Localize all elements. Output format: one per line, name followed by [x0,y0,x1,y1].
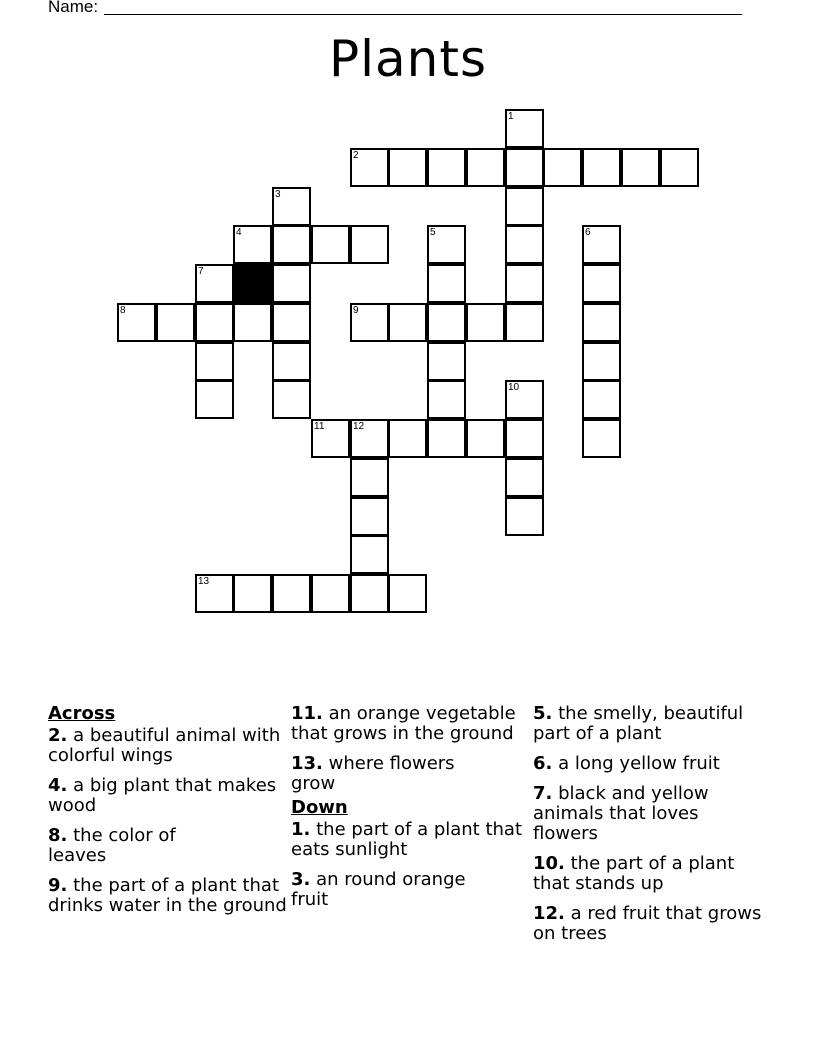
clue-down-1 [291,820,531,860]
grid-cell[interactable] [505,148,544,187]
grid-cell[interactable] [582,225,621,264]
clue-across-9 [48,876,288,916]
grid-cell[interactable] [427,148,466,187]
grid-cell[interactable] [272,225,311,264]
clue-text: the color of leaves [48,825,176,866]
grid-cell[interactable] [582,264,621,303]
cell-number: 9 [353,305,359,316]
grid-cell[interactable] [505,497,544,536]
clue-number: 5. [533,703,553,724]
grid-cell[interactable] [582,303,621,342]
cell-number: 4 [236,227,242,238]
clue-text: black and yellow animals that loves flowers [533,783,709,844]
clue-number: 3. [291,869,311,890]
grid-cell[interactable] [505,109,544,148]
clue-number: 2. [48,725,68,746]
clue-down-7 [533,784,733,844]
grid-cell[interactable] [272,380,311,419]
grid-cell[interactable] [195,342,234,381]
grid-cell[interactable] [505,187,544,226]
clue-number: 9. [48,875,68,896]
grid-cell[interactable] [388,303,427,342]
black-cell [233,264,272,303]
grid-cell[interactable] [505,458,544,497]
grid-cell[interactable] [466,148,505,187]
grid-cell[interactable] [427,342,466,381]
grid-cell[interactable] [543,148,582,187]
grid-cell[interactable] [350,148,389,187]
grid-cell[interactable] [505,264,544,303]
clue-across-8 [48,826,208,866]
grid-cell[interactable] [195,574,234,613]
clue-number: 8. [48,825,68,846]
cell-number: 12 [353,421,365,432]
clue-number: 10. [533,853,565,874]
clue-text: a big plant that makes wood [48,775,277,816]
grid-cell[interactable] [505,303,544,342]
grid-cell[interactable] [117,303,156,342]
name-label: Name: [48,0,99,16]
cell-number: 5 [430,227,436,238]
clue-number: 11. [291,703,323,724]
cell-number: 1 [508,111,514,122]
grid-cell[interactable] [156,303,195,342]
clue-text: an orange vegetable that grows in the ground [291,703,516,744]
grid-cell[interactable] [350,303,389,342]
clue-column-3 [533,700,773,944]
grid-cell[interactable] [272,574,311,613]
down-heading: Down [291,797,348,818]
grid-cell[interactable] [311,225,350,264]
grid-cell[interactable] [505,225,544,264]
grid-cell[interactable] [505,380,544,419]
grid-cell[interactable] [388,148,427,187]
clue-down-5 [533,704,773,744]
clue-number: 12. [533,903,565,924]
clue-text: the part of a plant that eats sunlight [291,819,523,860]
grid-cell[interactable] [350,574,389,613]
grid-cell[interactable] [350,419,389,458]
grid-cell[interactable] [233,225,272,264]
grid-cell[interactable] [388,574,427,613]
cell-number: 3 [275,189,281,200]
clue-text: a beautiful animal with colorful wings [48,725,281,766]
grid-cell[interactable] [195,380,234,419]
clue-text: the part of a plant that stands up [533,853,735,894]
grid-cell[interactable] [233,574,272,613]
clue-text: the part of a plant that drinks water in the ground [48,875,287,916]
grid-cell[interactable] [272,187,311,226]
grid-cell[interactable] [582,148,621,187]
grid-cell[interactable] [427,303,466,342]
clue-number: 13. [291,753,323,774]
grid-cell[interactable] [427,225,466,264]
grid-cell[interactable] [272,303,311,342]
clue-across-11 [291,704,531,744]
grid-cell[interactable] [272,264,311,303]
grid-cell[interactable] [311,574,350,613]
cell-number: 8 [120,305,126,316]
clue-down-6 [533,754,773,774]
cell-number: 11 [314,421,325,432]
clue-across-4 [48,776,288,816]
grid-cell[interactable] [233,303,272,342]
grid-cell[interactable] [505,419,544,458]
clue-text: where flowers grow [291,753,455,794]
grid-cell[interactable] [582,380,621,419]
cell-number: 6 [585,227,591,238]
clue-across-2 [48,726,288,766]
clue-text: an round orange fruit [291,869,466,910]
grid-cell[interactable] [582,419,621,458]
clue-number: 6. [533,753,553,774]
clue-column-1 [48,700,288,916]
clue-down-10 [533,854,773,894]
clue-column-2 [291,700,531,910]
grid-cell[interactable] [350,535,389,574]
clue-text: the smelly, beautiful part of a plant [533,703,744,744]
clue-down-12 [533,904,773,944]
page-title: Plants [328,30,488,88]
grid-cell[interactable] [660,148,699,187]
clue-number: 7. [533,783,553,804]
clue-number: 4. [48,775,68,796]
cell-number: 7 [198,266,204,277]
across-heading: Across [48,703,116,724]
grid-cell[interactable] [582,342,621,381]
grid-cell[interactable] [272,342,311,381]
clue-text: a red fruit that grows on trees [533,903,762,944]
grid-cell[interactable] [427,264,466,303]
grid-cell[interactable] [350,225,389,264]
grid-cell[interactable] [427,419,466,458]
grid-cell[interactable] [388,419,427,458]
grid-cell[interactable] [466,419,505,458]
grid-cell[interactable] [427,380,466,419]
clue-across-13 [291,754,481,794]
cell-number: 10 [508,382,520,393]
grid-cell[interactable] [311,419,350,458]
grid-cell[interactable] [350,458,389,497]
grid-cell[interactable] [621,148,660,187]
clue-number: 1. [291,819,311,840]
clue-text: a long yellow fruit [552,753,720,774]
cell-number: 13 [198,576,210,587]
cell-number: 2 [353,150,359,161]
grid-cell[interactable] [195,303,234,342]
clue-down-3 [291,870,491,910]
grid-cell[interactable] [195,264,234,303]
grid-cell[interactable] [350,497,389,536]
grid-cell[interactable] [466,303,505,342]
